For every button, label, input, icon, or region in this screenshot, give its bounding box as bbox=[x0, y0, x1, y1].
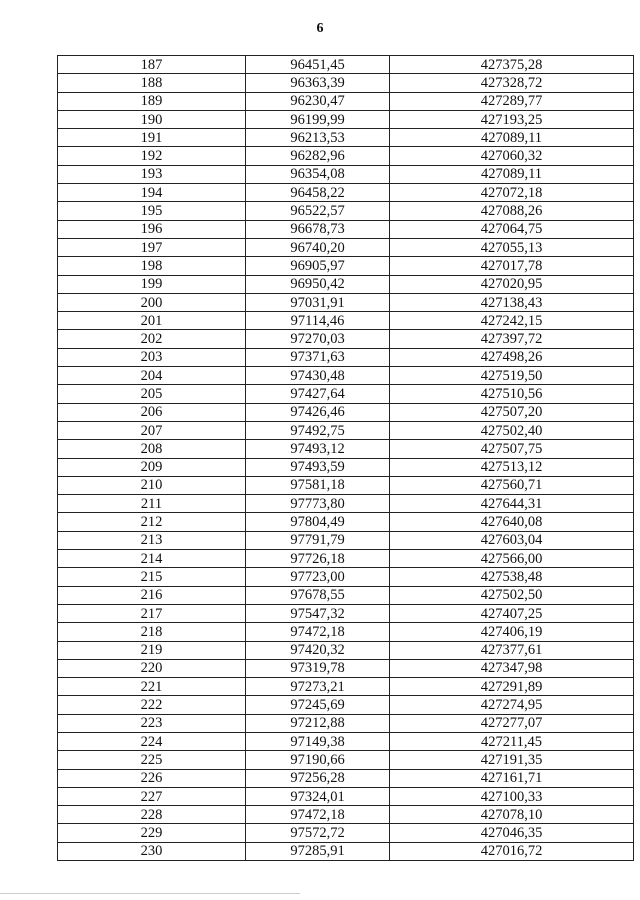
point-number-cell: 226 bbox=[58, 769, 246, 787]
x-coordinate-cell: 97256,28 bbox=[246, 769, 390, 787]
y-coordinate-cell: 427502,40 bbox=[390, 421, 634, 439]
point-number-cell: 210 bbox=[58, 476, 246, 494]
x-coordinate-cell: 96363,39 bbox=[246, 74, 390, 92]
point-number-cell: 199 bbox=[58, 275, 246, 293]
x-coordinate-cell: 97212,88 bbox=[246, 714, 390, 732]
table-row bbox=[58, 842, 634, 860]
y-coordinate-cell: 427375,28 bbox=[390, 56, 634, 74]
y-coordinate-cell: 427510,56 bbox=[390, 385, 634, 403]
y-coordinate-cell: 427502,50 bbox=[390, 586, 634, 604]
x-coordinate-cell: 97547,32 bbox=[246, 604, 390, 622]
y-coordinate-cell: 427328,72 bbox=[390, 74, 634, 92]
y-coordinate-cell: 427640,08 bbox=[390, 513, 634, 531]
table-row bbox=[58, 330, 634, 348]
x-coordinate-cell: 96678,73 bbox=[246, 220, 390, 238]
table-row bbox=[58, 659, 634, 677]
point-number-cell: 217 bbox=[58, 604, 246, 622]
x-coordinate-cell: 97472,18 bbox=[246, 623, 390, 641]
point-number-cell: 215 bbox=[58, 568, 246, 586]
page-number: 6 bbox=[316, 21, 324, 36]
y-coordinate-cell: 427161,71 bbox=[390, 769, 634, 787]
y-coordinate-cell: 427560,71 bbox=[390, 476, 634, 494]
table-row bbox=[58, 696, 634, 714]
y-coordinate-cell: 427016,72 bbox=[390, 842, 634, 860]
table-row bbox=[58, 129, 634, 147]
y-coordinate-cell: 427566,00 bbox=[390, 550, 634, 568]
x-coordinate-cell: 96282,96 bbox=[246, 147, 390, 165]
table-row bbox=[58, 421, 634, 439]
x-coordinate-cell: 97773,80 bbox=[246, 495, 390, 513]
x-coordinate-cell: 97426,46 bbox=[246, 403, 390, 421]
point-number-cell: 208 bbox=[58, 440, 246, 458]
x-coordinate-cell: 97430,48 bbox=[246, 367, 390, 385]
table-row bbox=[58, 550, 634, 568]
table-row bbox=[58, 787, 634, 805]
point-number-cell: 225 bbox=[58, 751, 246, 769]
x-coordinate-cell: 96199,99 bbox=[246, 110, 390, 128]
coordinates-table bbox=[57, 55, 634, 861]
table-row bbox=[58, 732, 634, 750]
point-number-cell: 211 bbox=[58, 495, 246, 513]
table-row bbox=[58, 275, 634, 293]
x-coordinate-cell: 97493,12 bbox=[246, 440, 390, 458]
y-coordinate-cell: 427088,26 bbox=[390, 202, 634, 220]
y-coordinate-cell: 427644,31 bbox=[390, 495, 634, 513]
point-number-cell: 188 bbox=[58, 74, 246, 92]
point-number-cell: 189 bbox=[58, 92, 246, 110]
x-coordinate-cell: 97285,91 bbox=[246, 842, 390, 860]
x-coordinate-cell: 96354,08 bbox=[246, 165, 390, 183]
table-row bbox=[58, 385, 634, 403]
table-row bbox=[58, 641, 634, 659]
x-coordinate-cell: 97472,18 bbox=[246, 806, 390, 824]
table-row bbox=[58, 56, 634, 74]
x-coordinate-cell: 96740,20 bbox=[246, 238, 390, 256]
table-row bbox=[58, 202, 634, 220]
y-coordinate-cell: 427291,89 bbox=[390, 678, 634, 696]
x-coordinate-cell: 96230,47 bbox=[246, 92, 390, 110]
x-coordinate-cell: 96213,53 bbox=[246, 129, 390, 147]
table-row bbox=[58, 714, 634, 732]
point-number-cell: 219 bbox=[58, 641, 246, 659]
point-number-cell: 209 bbox=[58, 458, 246, 476]
y-coordinate-cell: 427138,43 bbox=[390, 293, 634, 311]
table-row bbox=[58, 312, 634, 330]
table-row bbox=[58, 513, 634, 531]
x-coordinate-cell: 97420,32 bbox=[246, 641, 390, 659]
table-row bbox=[58, 586, 634, 604]
y-coordinate-cell: 427406,19 bbox=[390, 623, 634, 641]
point-number-cell: 230 bbox=[58, 842, 246, 860]
point-number-cell: 190 bbox=[58, 110, 246, 128]
point-number-cell: 193 bbox=[58, 165, 246, 183]
point-number-cell: 203 bbox=[58, 348, 246, 366]
x-coordinate-cell: 97319,78 bbox=[246, 659, 390, 677]
table-row bbox=[58, 348, 634, 366]
point-number-cell: 207 bbox=[58, 421, 246, 439]
y-coordinate-cell: 427507,75 bbox=[390, 440, 634, 458]
y-coordinate-cell: 427377,61 bbox=[390, 641, 634, 659]
point-number-cell: 205 bbox=[58, 385, 246, 403]
table-row bbox=[58, 293, 634, 311]
y-coordinate-cell: 427089,11 bbox=[390, 129, 634, 147]
table-row bbox=[58, 74, 634, 92]
y-coordinate-cell: 427064,75 bbox=[390, 220, 634, 238]
y-coordinate-cell: 427347,98 bbox=[390, 659, 634, 677]
x-coordinate-cell: 97492,75 bbox=[246, 421, 390, 439]
y-coordinate-cell: 427277,07 bbox=[390, 714, 634, 732]
x-coordinate-cell: 96905,97 bbox=[246, 257, 390, 275]
point-number-cell: 195 bbox=[58, 202, 246, 220]
point-number-cell: 201 bbox=[58, 312, 246, 330]
x-coordinate-cell: 97572,72 bbox=[246, 824, 390, 842]
table-row bbox=[58, 367, 634, 385]
table-row bbox=[58, 92, 634, 110]
x-coordinate-cell: 97031,91 bbox=[246, 293, 390, 311]
table-row bbox=[58, 476, 634, 494]
y-coordinate-cell: 427020,95 bbox=[390, 275, 634, 293]
point-number-cell: 212 bbox=[58, 513, 246, 531]
point-number-cell: 216 bbox=[58, 586, 246, 604]
point-number-cell: 196 bbox=[58, 220, 246, 238]
x-coordinate-cell: 97791,79 bbox=[246, 531, 390, 549]
y-coordinate-cell: 427046,35 bbox=[390, 824, 634, 842]
y-coordinate-cell: 427193,25 bbox=[390, 110, 634, 128]
table-row bbox=[58, 147, 634, 165]
table-row bbox=[58, 184, 634, 202]
x-coordinate-cell: 96522,57 bbox=[246, 202, 390, 220]
point-number-cell: 192 bbox=[58, 147, 246, 165]
x-coordinate-cell: 96458,22 bbox=[246, 184, 390, 202]
point-number-cell: 194 bbox=[58, 184, 246, 202]
y-coordinate-cell: 427289,77 bbox=[390, 92, 634, 110]
point-number-cell: 191 bbox=[58, 129, 246, 147]
table-row bbox=[58, 678, 634, 696]
table-row bbox=[58, 824, 634, 842]
coordinates-table-body bbox=[58, 56, 634, 861]
point-number-cell: 221 bbox=[58, 678, 246, 696]
x-coordinate-cell: 97804,49 bbox=[246, 513, 390, 531]
x-coordinate-cell: 97270,03 bbox=[246, 330, 390, 348]
point-number-cell: 228 bbox=[58, 806, 246, 824]
y-coordinate-cell: 427538,48 bbox=[390, 568, 634, 586]
point-number-cell: 222 bbox=[58, 696, 246, 714]
y-coordinate-cell: 427211,45 bbox=[390, 732, 634, 750]
point-number-cell: 223 bbox=[58, 714, 246, 732]
y-coordinate-cell: 427513,12 bbox=[390, 458, 634, 476]
table-row bbox=[58, 751, 634, 769]
y-coordinate-cell: 427519,50 bbox=[390, 367, 634, 385]
table-row bbox=[58, 769, 634, 787]
y-coordinate-cell: 427089,11 bbox=[390, 165, 634, 183]
y-coordinate-cell: 427507,20 bbox=[390, 403, 634, 421]
y-coordinate-cell: 427078,10 bbox=[390, 806, 634, 824]
x-coordinate-cell: 97114,46 bbox=[246, 312, 390, 330]
x-coordinate-cell: 97324,01 bbox=[246, 787, 390, 805]
point-number-cell: 202 bbox=[58, 330, 246, 348]
x-coordinate-cell: 97273,21 bbox=[246, 678, 390, 696]
x-coordinate-cell: 97723,00 bbox=[246, 568, 390, 586]
table-row bbox=[58, 165, 634, 183]
y-coordinate-cell: 427017,78 bbox=[390, 257, 634, 275]
y-coordinate-cell: 427055,13 bbox=[390, 238, 634, 256]
x-coordinate-cell: 97581,18 bbox=[246, 476, 390, 494]
x-coordinate-cell: 97427,64 bbox=[246, 385, 390, 403]
y-coordinate-cell: 427397,72 bbox=[390, 330, 634, 348]
x-coordinate-cell: 96950,42 bbox=[246, 275, 390, 293]
point-number-cell: 200 bbox=[58, 293, 246, 311]
point-number-cell: 227 bbox=[58, 787, 246, 805]
x-coordinate-cell: 97678,55 bbox=[246, 586, 390, 604]
scan-edge-line bbox=[0, 893, 300, 894]
table-row bbox=[58, 806, 634, 824]
y-coordinate-cell: 427407,25 bbox=[390, 604, 634, 622]
table-row bbox=[58, 531, 634, 549]
point-number-cell: 213 bbox=[58, 531, 246, 549]
table-row bbox=[58, 110, 634, 128]
table-row bbox=[58, 604, 634, 622]
x-coordinate-cell: 97493,59 bbox=[246, 458, 390, 476]
x-coordinate-cell: 96451,45 bbox=[246, 56, 390, 74]
point-number-cell: 220 bbox=[58, 659, 246, 677]
x-coordinate-cell: 97371,63 bbox=[246, 348, 390, 366]
point-number-cell: 224 bbox=[58, 732, 246, 750]
table-row bbox=[58, 568, 634, 586]
y-coordinate-cell: 427100,33 bbox=[390, 787, 634, 805]
table-row bbox=[58, 623, 634, 641]
x-coordinate-cell: 97245,69 bbox=[246, 696, 390, 714]
point-number-cell: 214 bbox=[58, 550, 246, 568]
table-row bbox=[58, 440, 634, 458]
point-number-cell: 204 bbox=[58, 367, 246, 385]
table-row bbox=[58, 495, 634, 513]
y-coordinate-cell: 427072,18 bbox=[390, 184, 634, 202]
point-number-cell: 187 bbox=[58, 56, 246, 74]
table-row bbox=[58, 220, 634, 238]
table-row bbox=[58, 403, 634, 421]
x-coordinate-cell: 97149,38 bbox=[246, 732, 390, 750]
table-row bbox=[58, 257, 634, 275]
table-row bbox=[58, 458, 634, 476]
point-number-cell: 198 bbox=[58, 257, 246, 275]
y-coordinate-cell: 427603,04 bbox=[390, 531, 634, 549]
y-coordinate-cell: 427242,15 bbox=[390, 312, 634, 330]
point-number-cell: 218 bbox=[58, 623, 246, 641]
y-coordinate-cell: 427274,95 bbox=[390, 696, 634, 714]
y-coordinate-cell: 427060,32 bbox=[390, 147, 634, 165]
point-number-cell: 229 bbox=[58, 824, 246, 842]
point-number-cell: 197 bbox=[58, 238, 246, 256]
point-number-cell: 206 bbox=[58, 403, 246, 421]
table-row bbox=[58, 238, 634, 256]
y-coordinate-cell: 427191,35 bbox=[390, 751, 634, 769]
y-coordinate-cell: 427498,26 bbox=[390, 348, 634, 366]
x-coordinate-cell: 97726,18 bbox=[246, 550, 390, 568]
x-coordinate-cell: 97190,66 bbox=[246, 751, 390, 769]
